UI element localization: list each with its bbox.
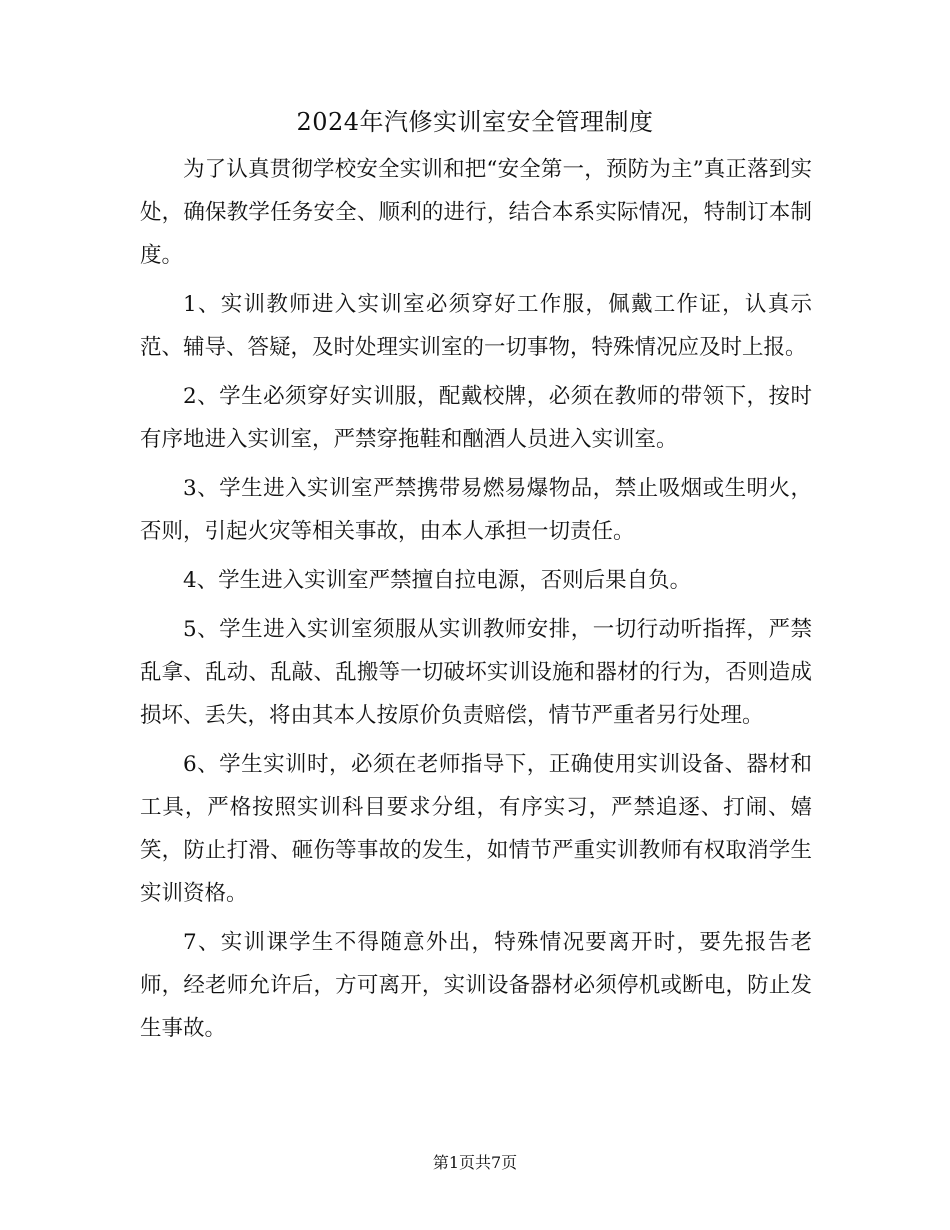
document-title: 2024年汽修实训室安全管理制度 bbox=[296, 108, 654, 136]
rule-paragraph-7: 7、实训课学生不得随意外出，特殊情况要离开时，要先报告老师，经老师允许后，方可离开，实训设备器材必须停机或断电，防止发生事故。 bbox=[140, 930, 812, 1041]
document-body bbox=[140, 148, 812, 1056]
rule-paragraph-4: 4、学生进入实训室严禁擅自拉电源，否则后果自负。 bbox=[183, 568, 692, 593]
rule-paragraph-3: 3、学生进入实训室严禁携带易燃易爆物品，禁止吸烟或生明火，否则，引起火灾等相关事故，由本人承担一切责任。 bbox=[140, 476, 812, 544]
rule-paragraph-1: 1、实训教师进入实训室必须穿好工作服，佩戴工作证，认真示范、辅导、答疑，及时处理实训室的一切事物，特殊情况应及时上报。 bbox=[140, 292, 812, 360]
rule-paragraph-6: 6、学生实训时，必须在老师指导下，正确使用实训设备、器材和工具，严格按照实训科目要求分组，有序实习，严禁追逐、打闹、嬉笑，防止打滑、砸伤等事故的发生，如情节严重实训教师有权取消学生实训资格。 bbox=[140, 752, 812, 906]
intro-paragraph: 为了认真贯彻学校安全实训和把“安全第一，预防为主”真正落到实处，确保教学任务安全、顺利的进行，结合本系实际情况，特制订本制度。 bbox=[140, 157, 812, 268]
page-number-footer: 第1页共7页 bbox=[432, 1153, 518, 1172]
rule-paragraph-2: 2、学生必须穿好实训服，配戴校牌，必须在教师的带领下，按时有序地进入实训室，严禁穿拖鞋和酗酒人员进入实训室。 bbox=[140, 384, 812, 452]
rule-paragraph-5: 5、学生进入实训室须服从实训教师安排，一切行动听指挥，严禁乱拿、乱动、乱敲、乱搬等一切破坏实训设施和器材的行为，否则造成损坏、丢失，将由其本人按原价负责赔偿，情节严重者另行处理。 bbox=[140, 617, 812, 728]
